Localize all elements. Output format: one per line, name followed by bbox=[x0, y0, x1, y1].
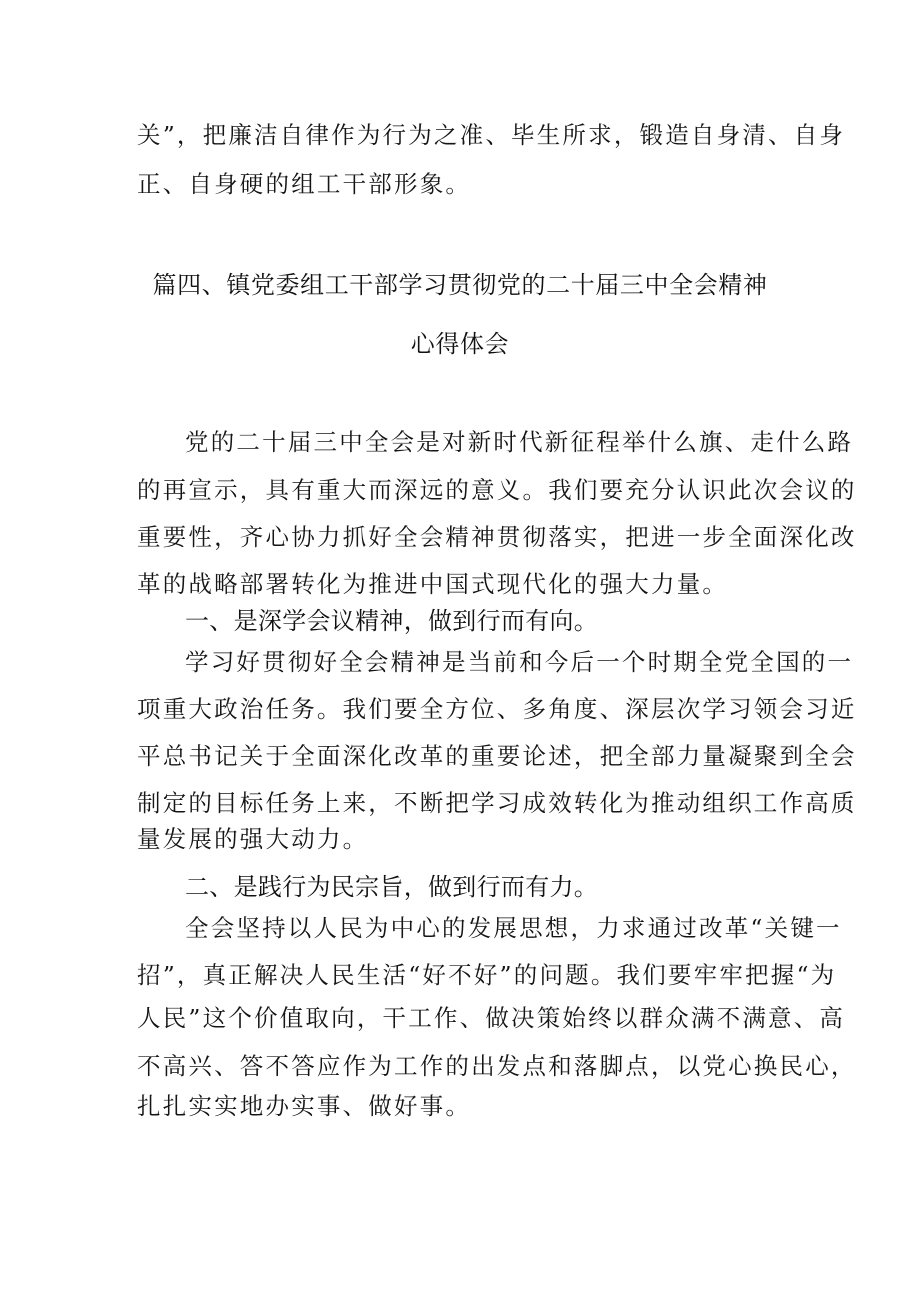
body-text-line: 制定的目标任务上来，不断把学习成效转化为推动组织工作高质 bbox=[137, 789, 857, 817]
body-text-line: 项重大政治任务。我们要全方位、多角度、深层次学习领会习近 bbox=[137, 695, 857, 723]
body-text-line: 正、自身硬的组工干部形象。 bbox=[137, 170, 472, 198]
body-text-line: 平总书记关于全面深化改革的重要论述，把全部力量凝聚到全会 bbox=[137, 742, 857, 770]
body-text-line: 的再宣示，具有重大而深远的意义。我们要充分认识此次会议的 bbox=[137, 476, 857, 504]
body-text-line: 量发展的强大动力。 bbox=[137, 825, 369, 853]
body-text-line: 扎扎实实地办实事、做好事。 bbox=[137, 1092, 472, 1120]
document-title: 篇四、镇党委组工干部学习贯彻党的二十届三中全会精神 bbox=[152, 271, 768, 299]
body-text-line: 招”，真正解决人民生活“好不好”的问题。我们要牢牢把握“为 bbox=[137, 961, 837, 989]
body-text-line: 关”，把廉洁自律作为行为之准、毕生所求，锻造自身清、自身 bbox=[137, 121, 846, 149]
body-text-line: 人民”这个价值取向，干工作、做决策始终以群众满不满意、高 bbox=[137, 1004, 846, 1032]
body-text-line: 学习好贯彻好全会精神是当前和今后一个时期全党全国的一 bbox=[185, 648, 854, 676]
section-heading: 二、是践行为民宗旨，做到行而有力。 bbox=[185, 873, 599, 901]
section-heading: 一、是深学会议精神，做到行而有向。 bbox=[185, 607, 599, 635]
body-text-line: 党的二十届三中全会是对新时代新征程举什么旗、走什么路 bbox=[185, 428, 854, 456]
body-text-line: 革的战略部署转化为推进中国式现代化的强大力量。 bbox=[137, 570, 729, 598]
body-text-line: 重要性，齐心协力抓好全会精神贯彻落实，把进一步全面深化改 bbox=[137, 523, 857, 551]
body-text-line: 不高兴、答不答应作为工作的出发点和落脚点，以党心换民心， bbox=[137, 1052, 857, 1080]
body-text-line: 全会坚持以人民为中心的发展思想，力求通过改革“关键一 bbox=[185, 914, 842, 942]
document-title: 心得体会 bbox=[410, 330, 510, 358]
